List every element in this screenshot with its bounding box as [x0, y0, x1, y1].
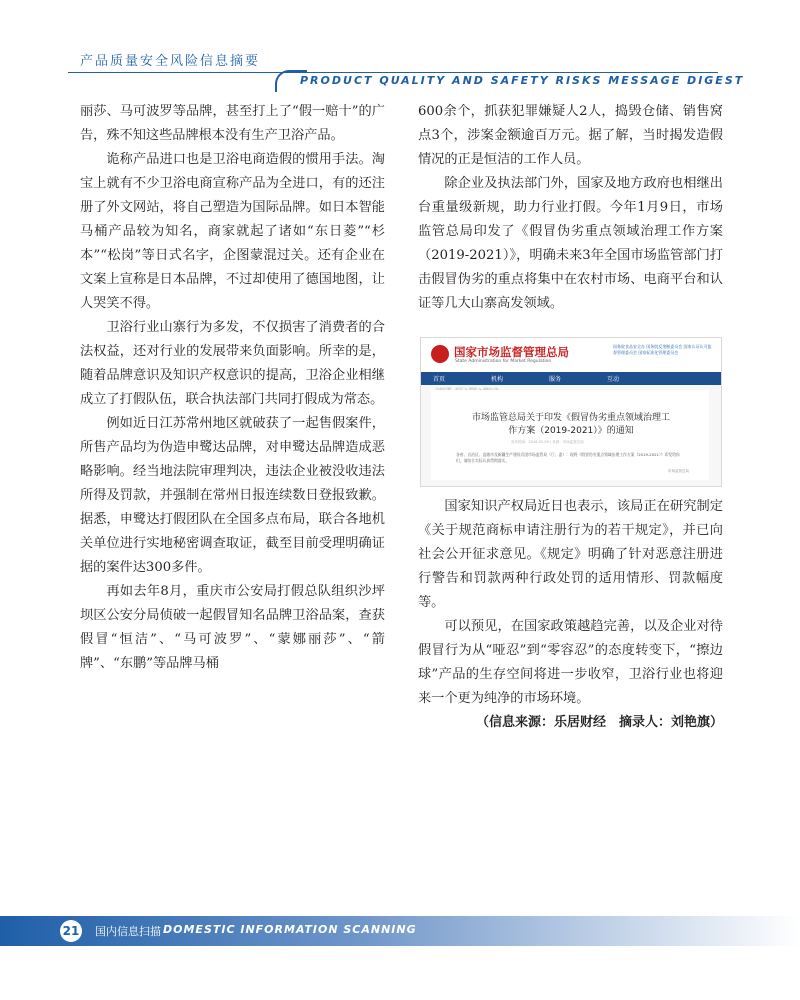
header-divider [68, 72, 718, 73]
paragraph: 600余个，抓获犯罪嫌疑人2人，捣毁仓储、销售窝点3个，涉案金额逾百万元。据了解，当时揭发造假情况的正是恒洁的工作人员。 [418, 104, 723, 167]
figure-site-links: 国务院食品安全办 国务院反垄断委员会 国家认证认可监督管理委员会 国家标准化管理委员会 [613, 344, 712, 355]
national-emblem-icon [431, 345, 449, 363]
header-title-en: PRODUCT QUALITY AND SAFETY RISKS MESSAGE DIGEST [300, 74, 745, 87]
figure-nav-item: 互动 [607, 376, 620, 383]
figure-nav-item: 机构 [491, 376, 504, 383]
website-screenshot-figure [420, 337, 722, 487]
figure-notice-footer: 市场监管总局 [668, 469, 689, 473]
figure-site-subtitle: State Administration for Market Regulation [455, 359, 552, 364]
figure-notice-body: 各省、自治区、直辖市及新疆生产建设兵团市场监管局（厅、委）：现将《假冒伪劣重点领域治理工作方案（2019-2021）》印发给你们，请结合实际认真贯彻落实。 [456, 452, 680, 463]
paragraph: 除企业及执法部门外，国家及地方政府也相继出台重量级新规，助力行业打假。今年1月9日，市场监管总局印发了《假冒伪劣重点领域治理工作方案（2019-2021）》，明确未来3年全国市场监管部门打击假冒伪劣的重点将集中在农村市场、电商平台和认证等几大山寨高发领域。 [418, 176, 723, 311]
paragraph: 丽莎、马可波罗等品牌，甚至打上了“假一赔十”的广告，殊不知这些品牌根本没有生产卫浴产品。 [80, 104, 385, 143]
paragraph: 可以预见，在国家政策越趋完善，以及企业对待假冒行为从“哑忍”到“零容忍”的态度转变下，“擦边球”产品的生存空间将进一步收窄，卫浴行业也将迎来一个更为纯净的市场环境。 [418, 619, 723, 706]
right-column-bottom [418, 495, 723, 735]
paragraph: 卫浴行业山寨行为多发，不仅损害了消费者的合法权益，还对行业的发展带来负面影响。所幸的是，随着品牌意识及知识产权意识的提高，卫浴企业相继成立了打假队伍，联合执法部门共同打假成为常态。 [80, 320, 385, 407]
header-title-cn: 产品质量安全风险信息摘要 [80, 54, 261, 69]
paragraph: 再如去年8月，重庆市公安局打假总队组织沙坪坝区公安分局侦破一起假冒知名品牌卫浴品案，查获假冒“恒洁”、“马可波罗”、“蒙娜丽莎”、“箭牌”、“东鹏”等品牌马桶 [80, 584, 385, 671]
left-column [80, 100, 385, 676]
source-credit: （信息来源：乐居财经 摘录人：刘艳旗） [475, 715, 723, 730]
figure-nav-item: 首页 [433, 376, 446, 383]
right-column-top [418, 100, 723, 316]
figure-site-header [421, 338, 721, 372]
figure-notice-title: 市场监管总局关于印发《假冒伪劣重点领域治理工作方案（2019-2021）》的通知 [471, 413, 670, 436]
figure-notice-meta: 发布时间：2019-01-09 | 来源：市场监管总局 [511, 440, 584, 444]
footer-section-cn: 国内信息扫描 [95, 925, 161, 938]
figure-site-title: 国家市场监督管理总局 [454, 345, 569, 359]
paragraph: 例如近日江苏常州地区就破获了一起售假案件，所售产品均为伪造申鹭达品牌，对申鹭达品牌造成恶略影响。经当地法院审理判决，违法企业被没收违法所得及罚款，并强制在常州日报连续数日登报致歉。据悉，申鹭达打假团队在全国多点布局，联合各地机关单位进行实地秘密调查取证，截至目前受理明确证据的案件达300多件。 [80, 416, 385, 575]
page-number: 21 [60, 920, 82, 942]
figure-nav-bar [421, 372, 721, 385]
figure-notice-panel [431, 390, 709, 480]
footer-section-en: DOMESTIC INFORMATION SCANNING [163, 923, 417, 936]
paragraph: 国家知识产权局近日也表示，该局正在研究制定《关于规范商标申请注册行为的若干规定》，并已向社会公开征求意见。《规定》明确了针对恶意注册进行警告和罚款两种行政处罚的适用情形、罚款幅度等。 [418, 499, 723, 610]
paragraph: 诡称产品进口也是卫浴电商造假的惯用手法。淘宝上就有不少卫浴电商宣称产品为全进口，有的还注册了外文网站，将自己塑造为国际品牌。如日本智能马桶产品较为知名，商家就起了诸如“东日菱”“杉本”“松岗”等日式名字，企图蒙混过关。还有企业在文案上宣称是日本品牌，不过却使用了德国地图，让人哭笑不得。 [80, 152, 385, 311]
figure-nav-item: 服务 [549, 376, 562, 383]
